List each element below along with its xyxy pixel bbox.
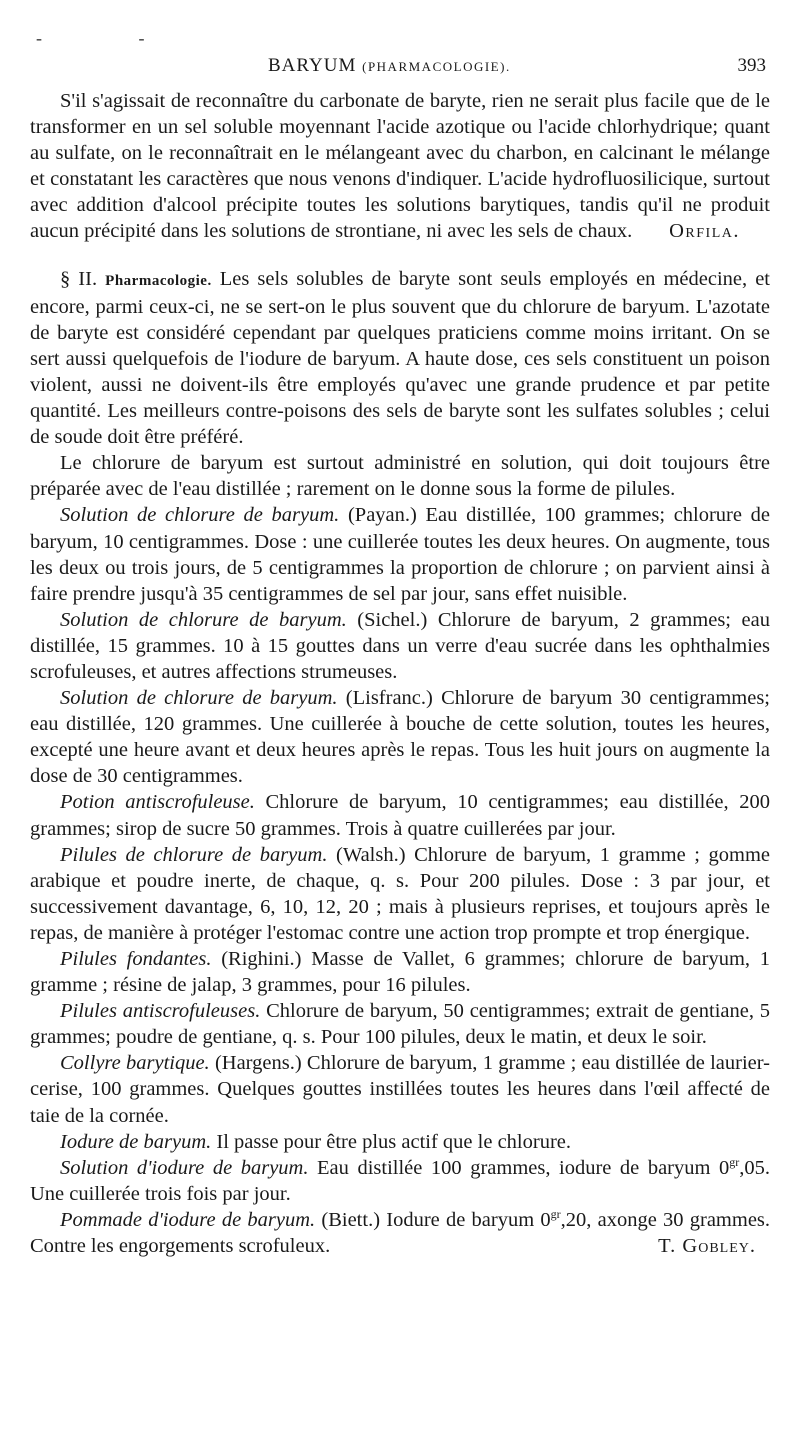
recipe-paragraph-pommade [30,1207,770,1259]
page-number: 393 [737,55,766,76]
recipe-paragraph [30,789,770,841]
author-signature: T. Gobley. [658,1235,756,1258]
header-title-main: BARYUM [268,55,357,76]
section-number: § II. [60,267,98,290]
recipe-name: Solution de chlorure de baryum. [60,504,340,527]
recipe-text: (Sichel.) Chlorure de baryum, 2 grammes; eau distillée, 15 grammes. 10 à 15 gouttes dans un verre d'eau sucrée dans les ophthalmies scrofuleuses, et autres affections strumeuses. [30,608,770,683]
recipe-text-end: ,20, axonge 30 grammes. Contre les engorgements scrofuleux. [30,1208,771,1258]
recipe-text-start: (Biett.) Iodure de baryum 0 [321,1208,551,1231]
recipe-paragraph [30,842,770,946]
recipe-text-start: Eau distillée 100 grammes, iodure de baryum 0 [317,1156,730,1179]
section-text: Les sels solubles de baryte sont seuls employés en médecine, et encore, parmi ceux-ci, ne se sert-on le plus souvent que du chlorure de baryum. L'azotate de baryte est considéré cependant par quelques praticiens comme moins irritant. On se sert aussi quelquefois de l'iodure de baryum. A haute dose, ces sels constituent un poison violent, aussi ne doivent-ils être employés qu'avec une grande prudence et par petite quantité. Les meilleurs contre-poisons des sels de baryte sont les sulfates solubles ; celui de soude doit être préféré. [30,267,771,449]
recipe-paragraph [30,502,770,606]
header-title [268,55,511,77]
running-header [30,55,770,85]
paragraph-text: S'il s'agissait de reconnaître du carbonate de baryte, rien ne serait plus facile que de le transformer en un sel soluble moyennant l'acide azotique ou l'acide chlorhydrique; quant au sulfate, on le reconnaîtrait en le mélangeant avec du charbon, en calcinant le mélange et constatant les caractères que nous venons d'indiquer. L'acide hydrofluosilicique, surtout avec addition d'alcool précipite toutes les solutions barytiques, tandis qu'il ne produit aucun précipité dans les solutions de strontiane, ni avec les sels de chaux. [30,90,770,243]
recipe-text: (Walsh.) Chlorure de baryum, 1 gramme ; gomme arabique et poudre inerte, de chaque, q. s. Pour 200 pilules. Dose : 3 par jour, et successivement davantage, 6, 10, 12, 20 ; mais à plusieurs reprises, et toujours après le repas, de manière à protéger l'estomac contre une action trop prompte et trop énergique. [30,843,771,944]
paragraph-detection [30,88,770,245]
author-signature: Orfila. [669,220,740,243]
recipe-paragraph [30,1050,770,1128]
page-body [30,88,770,1259]
unit-superscript: gr [550,1207,561,1222]
recipe-name: Pommade d'iodure de baryum. [60,1208,316,1231]
recipe-text: (Hargens.) Chlorure de baryum, 1 gramme ; eau distillée de laurier-cerise, 100 grammes. Quelques gouttes instillées toutes les heures dans l'œil affecté de taie de la cornée. [30,1052,770,1127]
recipe-paragraph [30,998,770,1050]
recipe-paragraph-iodure-solution [30,1155,770,1207]
section-gap [30,245,770,266]
unit-superscript: gr [729,1154,740,1169]
section-heading-paragraph [30,266,770,451]
recipe-name: Potion antiscrofuleuse. [60,791,255,814]
recipe-paragraph [30,685,770,789]
recipe-text-end: ,05. Une cuillerée trois fois par jour. [30,1156,770,1205]
recipe-text: (Righini.) Masse de Vallet, 6 grammes; chlorure de baryum, 1 gramme ; résine de jalap, 3 grammes, pour 16 pilules. [30,948,770,997]
recipe-name: Solution d'iodure de baryum. [60,1156,309,1179]
section-title: Pharmacologie. [105,272,212,289]
corner-marks: - - [36,28,191,48]
recipe-text: (Lisfranc.) Chlorure de baryum 30 centigrammes; eau distillée, 120 grammes. Une cuillerée à bouche de cette solution, toutes les heures, excepté une heure avant et deux heures après le repas. Tous les huit jours on augmente la dose de 30 centigrammes. [30,687,771,788]
recipe-name: Pilules antiscrofuleuses. [60,1000,261,1023]
recipe-name: Solution de chlorure de baryum. [60,608,347,631]
recipe-paragraph [30,946,770,998]
header-title-paren: (PHARMACOLOGIE). [362,59,511,74]
recipe-name: Pilules fondantes. [60,948,212,970]
recipe-name: Collyre barytique. [60,1052,210,1075]
recipe-text: Chlorure de baryum, 50 centigrammes; extrait de gentiane, 5 grammes; poudre de gentiane, q. s. Pour 100 pilules, deux le matin, et deux le soir. [30,1000,771,1049]
document-page [30,0,770,1431]
recipe-name: Solution de chlorure de baryum. [60,687,338,710]
recipe-name: Pilules de chlorure de baryum. [60,843,328,866]
recipe-paragraph [30,607,770,685]
recipe-text: Chlorure de baryum, 10 centigrammes; eau distillée, 200 grammes; sirop de sucre 50 grammes. Trois à quatre cuillerées par jour. [30,791,770,840]
recipe-paragraph [30,1129,770,1155]
recipe-name: Iodure de baryum. [60,1130,212,1153]
recipe-text: Il passe pour être plus actif que le chlorure. [216,1130,572,1153]
paragraph-chlorure: Le chlorure de baryum est surtout administré en solution, qui doit toujours être préparée avec de l'eau distillée ; rarement on le donne sous la forme de pilules. [30,452,770,501]
recipe-text: (Payan.) Eau distillée, 100 grammes; chlorure de baryum, 10 centigrammes. Dose : une cuillerée toutes les deux heures. On augmente, tous les deux ou trois jours, de 5 centigrammes la proportion de chlorure ; on parvient ainsi à faire prendre jusqu'à 35 centigrammes de sel par jour, sans effet nuisible. [30,504,771,605]
